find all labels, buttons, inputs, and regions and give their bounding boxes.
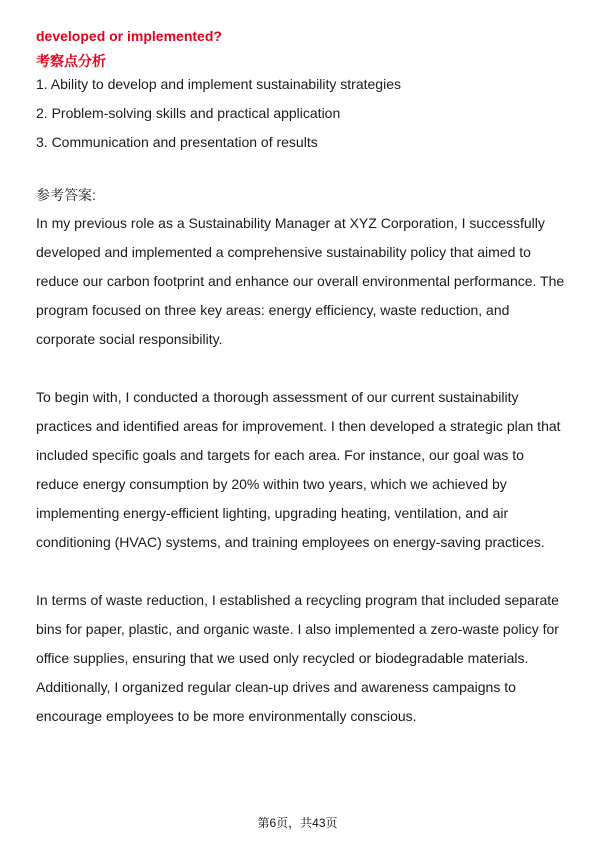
analysis-point: 1. Ability to develop and implement sustainability strategies: [36, 76, 401, 92]
analysis-point: 2. Problem-solving skills and practical application: [36, 105, 341, 121]
answer-paragraph: In my previous role as a Sustainability Manager at XYZ Corporation, I successfully developed and implemented a comprehensive sustainability policy that aimed to reduce our carbon footprint and enhance our overall environmental performance. The program focused on three key areas: energy efficiency, waste reduction, and corporate social responsibility.: [36, 215, 565, 347]
answer-paragraph: In terms of waste reduction, I established a recycling program that included separate bins for paper, plastic, and organic waste. I also implemented a zero-waste policy for office supplies, ensuring that we used only recycled or biodegradable materials. Additionally, I organized regular clean-up drives and awareness campaigns to encourage employees to be more environmentally conscious.: [36, 592, 559, 724]
analysis-heading: 考察点分析: [36, 53, 106, 69]
answer-label: 参考答案:: [36, 187, 96, 203]
page-content: [36, 26, 566, 760]
question-text-continuation: developed or implemented?: [36, 28, 222, 44]
answer-paragraph: To begin with, I conducted a thorough assessment of our current sustainability practices and identified areas for improvement. I then developed a strategic plan that included specific goals and targets for each area. For instance, our goal was to reduce energy consumption by 20% within two years, which we achieved by implementing energy-efficient lighting, upgrading heating, ventilation, and air conditioning (HVAC) systems, and training employees on energy-saving practices.: [36, 389, 561, 550]
page-number-footer: 第6页，共43页: [257, 816, 338, 830]
analysis-point: 3. Communication and presentation of results: [36, 134, 318, 150]
